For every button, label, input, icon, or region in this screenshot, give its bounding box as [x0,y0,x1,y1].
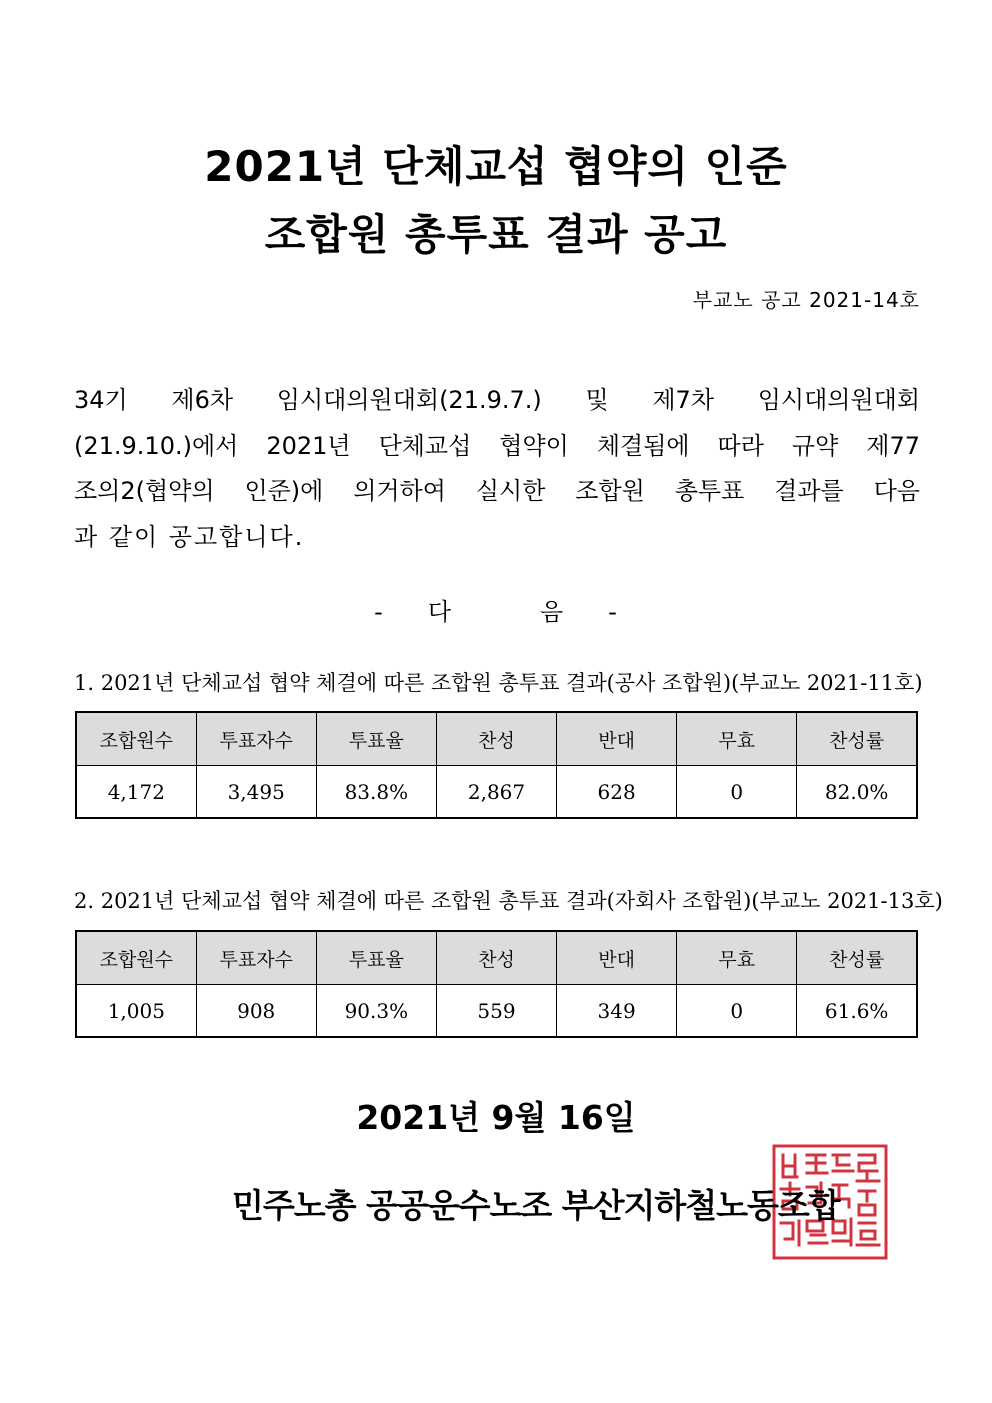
cell-invalid: 0 [677,766,797,819]
section-2-title: 2. 2021년 단체교섭 협약 체결에 따른 조합원 총투표 결과(자회사 조합원)(부교노 2021-13호) [74,889,943,913]
header-approval-rate: 찬성률 [797,931,917,985]
cell-turnout: 83.8% [316,766,436,819]
cell-yes: 559 [436,985,556,1038]
organization-name: 민주노총 공공운수노조 부산지하철노동조합 [232,1186,840,1225]
body-line: 조의2(협약의 인준)에 의거하여 실시한 조합원 총투표 결과를 다음 [74,477,920,505]
header-turnout: 투표율 [316,712,436,766]
cell-approval-rate: 82.0% [797,766,917,819]
cell-members: 4,172 [76,766,196,819]
header-members: 조합원수 [76,712,196,766]
vote-result-table-2 [75,930,918,1038]
section-1-title: 1. 2021년 단체교섭 협약 체결에 따른 조합원 총투표 결과(공사 조합원)(부교노 2021-11호) [74,671,923,695]
cell-turnout: 90.3% [316,985,436,1038]
header-no: 반대 [557,931,677,985]
dash-left: - [374,598,384,626]
header-invalid: 무효 [677,931,797,985]
header-yes: 찬성 [436,931,556,985]
cell-no: 628 [557,766,677,819]
cell-voters: 908 [196,985,316,1038]
header-voters: 투표자수 [196,712,316,766]
cell-invalid: 0 [677,985,797,1038]
dash-right: - [608,598,618,626]
header-no: 반대 [557,712,677,766]
notice-number: 부교노 공고 2021-14호 [692,288,920,312]
next-heading [0,592,992,627]
announcement-date: 2021년 9월 16일 [356,1098,636,1137]
header-turnout: 투표율 [316,931,436,985]
body-line: 34기 제6차 임시대의원대회(21.9.7.) 및 제7차 임시대의원대회 [74,386,920,414]
header-invalid: 무효 [677,712,797,766]
table-header-row [76,712,917,766]
cell-no: 349 [557,985,677,1038]
vote-result-table-1 [75,711,918,819]
body-line: 과 같이 공고합니다. [74,522,305,551]
cell-members: 1,005 [76,985,196,1038]
table-header-row [76,931,917,985]
title-line-2: 조합원 총투표 결과 공고 [264,210,728,259]
header-approval-rate: 찬성률 [797,712,917,766]
header-voters: 투표자수 [196,931,316,985]
title-line-1: 2021년 단체교섭 협약의 인준 [204,142,788,191]
body-paragraph [74,378,920,560]
next-heading-char: 음 [540,598,565,626]
body-line: (21.9.10.)에서 2021년 단체교섭 협약이 체결됨에 따라 규약 제77 [74,431,920,460]
header-members: 조합원수 [76,931,196,985]
cell-yes: 2,867 [436,766,556,819]
cell-voters: 3,495 [196,766,316,819]
table-row [76,985,917,1038]
header-yes: 찬성 [436,712,556,766]
cell-approval-rate: 61.6% [797,985,917,1038]
next-heading-char: 다 [427,598,452,626]
table-row [76,766,917,819]
